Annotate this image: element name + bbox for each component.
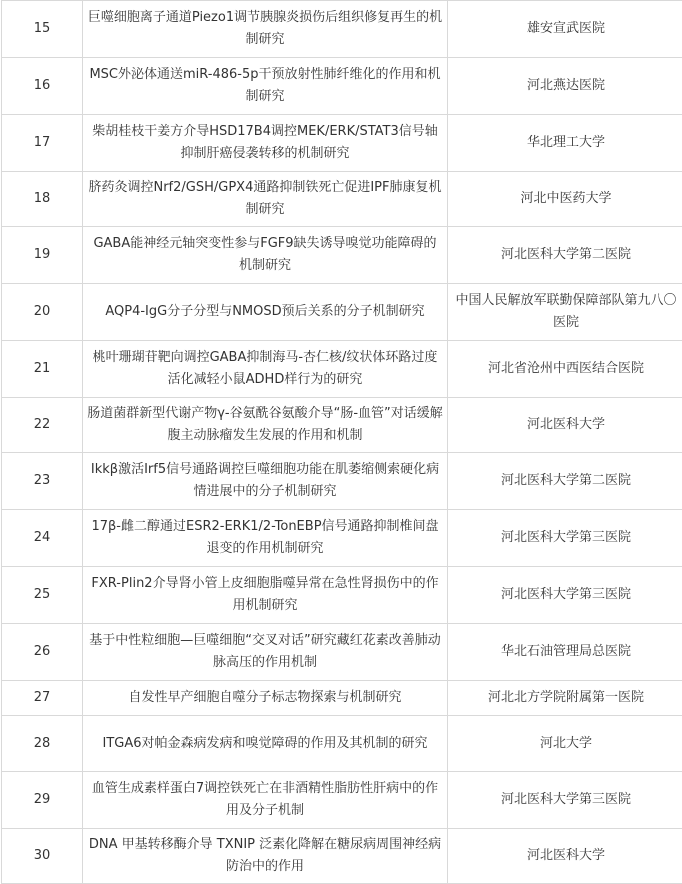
row-number: 19 xyxy=(2,227,83,284)
table-row xyxy=(2,772,682,829)
project-title: 肠道菌群新型代谢产物γ-谷氨酰谷氨酸介导“肠-血管”对话缓解腹主动脉瘤发生发展的作用和机制 xyxy=(83,398,448,453)
institution-name: 河北医科大学第二医院 xyxy=(448,453,682,510)
table-row xyxy=(2,510,682,567)
project-title: Ikkβ激活Irf5信号通路调控巨噬细胞功能在肌萎缩侧索硬化病情进展中的分子机制研究 xyxy=(83,453,448,510)
row-number: 26 xyxy=(2,624,83,681)
project-title: FXR-Plin2介导肾小管上皮细胞脂噬异常在急性肾损伤中的作用机制研究 xyxy=(83,567,448,624)
table-row xyxy=(2,227,682,284)
row-number: 29 xyxy=(2,772,83,829)
institution-name: 华北理工大学 xyxy=(448,115,682,172)
table-row xyxy=(2,172,682,227)
institution-name: 华北石油管理局总医院 xyxy=(448,624,682,681)
row-number: 25 xyxy=(2,567,83,624)
row-number: 21 xyxy=(2,341,83,398)
project-title: 柴胡桂枝干姜方介导HSD17B4调控MEK/ERK/STAT3信号轴抑制肝癌侵袭转移的机制研究 xyxy=(83,115,448,172)
row-number: 22 xyxy=(2,398,83,453)
institution-name: 河北医科大学第二医院 xyxy=(448,227,682,284)
institution-name: 河北医科大学第三医院 xyxy=(448,567,682,624)
project-title: MSC外泌体通送miR-486-5p干预放射性肺纤维化的作用和机制研究 xyxy=(83,58,448,115)
project-title: 巨噬细胞离子通道Piezo1调节胰腺炎损伤后组织修复再生的机制研究 xyxy=(83,1,448,58)
table-row xyxy=(2,829,682,884)
row-number: 30 xyxy=(2,829,83,884)
project-title: 血管生成素样蛋白7调控铁死亡在非酒精性脂肪性肝病中的作用及分子机制 xyxy=(83,772,448,829)
institution-name: 中国人民解放军联勤保障部队第九八〇医院 xyxy=(448,284,682,341)
project-title: 桃叶珊瑚苷靶向调控GABA抑制海马-杏仁核/纹状体环路过度活化减轻小鼠ADHD样行为的研究 xyxy=(83,341,448,398)
institution-name: 河北大学 xyxy=(448,716,682,772)
table-row xyxy=(2,716,682,772)
table-row xyxy=(2,341,682,398)
project-title: 自发性早产细胞自噬分子标志物探索与机制研究 xyxy=(83,681,448,716)
institution-name: 河北医科大学第三医院 xyxy=(448,510,682,567)
row-number: 16 xyxy=(2,58,83,115)
table-row xyxy=(2,567,682,624)
institution-name: 河北北方学院附属第一医院 xyxy=(448,681,682,716)
project-title: 17β-雌二醇通过ESR2-ERK1/2-TonEBP信号通路抑制椎间盘退变的作用机制研究 xyxy=(83,510,448,567)
project-title: ITGA6对帕金森病发病和嗅觉障碍的作用及其机制的研究 xyxy=(83,716,448,772)
table-row xyxy=(2,624,682,681)
institution-name: 河北医科大学第三医院 xyxy=(448,772,682,829)
project-title: GABA能神经元轴突变性参与FGF9缺失诱导嗅觉功能障碍的机制研究 xyxy=(83,227,448,284)
table-row xyxy=(2,398,682,453)
institution-name: 河北中医药大学 xyxy=(448,172,682,227)
row-number: 18 xyxy=(2,172,83,227)
row-number: 27 xyxy=(2,681,83,716)
row-number: 28 xyxy=(2,716,83,772)
row-number: 15 xyxy=(2,1,83,58)
table-row xyxy=(2,58,682,115)
row-number: 20 xyxy=(2,284,83,341)
projects-table-body xyxy=(2,1,682,884)
projects-table xyxy=(1,0,682,884)
project-title: 脐药灸调控Nrf2/GSH/GPX4通路抑制铁死亡促进IPF肺康复机制研究 xyxy=(83,172,448,227)
row-number: 23 xyxy=(2,453,83,510)
table-row xyxy=(2,453,682,510)
institution-name: 河北医科大学 xyxy=(448,398,682,453)
row-number: 24 xyxy=(2,510,83,567)
institution-name: 河北医科大学 xyxy=(448,829,682,884)
table-row xyxy=(2,115,682,172)
table-row xyxy=(2,1,682,58)
table-row xyxy=(2,284,682,341)
project-title: DNA 甲基转移酶介导 TXNIP 泛素化降解在糖尿病周围神经病防治中的作用 xyxy=(83,829,448,884)
institution-name: 河北燕达医院 xyxy=(448,58,682,115)
row-number: 17 xyxy=(2,115,83,172)
institution-name: 河北省沧州中西医结合医院 xyxy=(448,341,682,398)
table-row xyxy=(2,681,682,716)
institution-name: 雄安宣武医院 xyxy=(448,1,682,58)
project-title: AQP4-IgG分子分型与NMOSD预后关系的分子机制研究 xyxy=(83,284,448,341)
project-title: 基于中性粒细胞—巨噬细胞“交叉对话”研究藏红花素改善肺动脉高压的作用机制 xyxy=(83,624,448,681)
